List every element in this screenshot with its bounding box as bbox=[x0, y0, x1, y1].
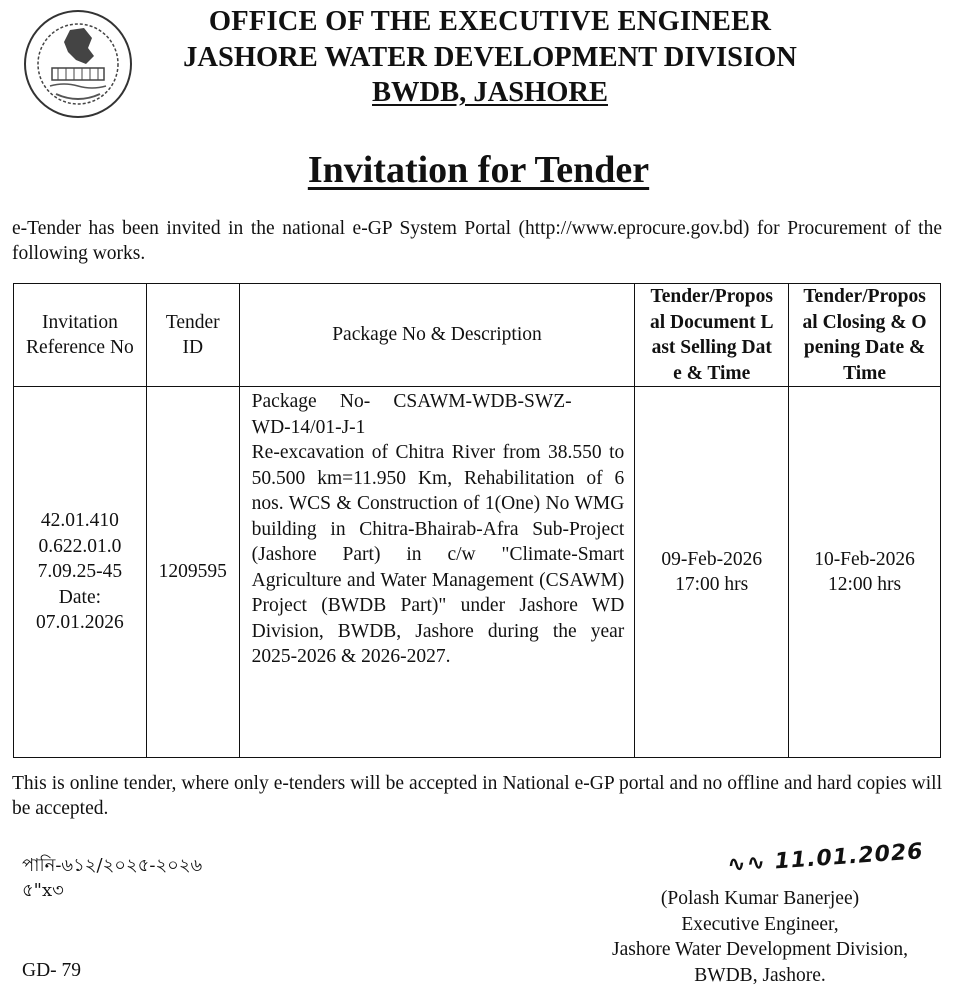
intro-paragraph: e-Tender has been invited in the national e-GP System Portal (http://www.eprocure.gov.bd) for Procurement of the following works. bbox=[12, 218, 942, 264]
handwritten-signature bbox=[726, 839, 924, 878]
gd-number: GD- 79 bbox=[22, 960, 82, 981]
signatory-block bbox=[590, 886, 930, 988]
signatory-name: (Polash Kumar Banerjee) bbox=[660, 888, 860, 909]
office-heading: OFFICE OF THE EXECUTIVE ENGINEER bbox=[208, 6, 772, 37]
bwdb-logo-emblem bbox=[22, 8, 134, 120]
cell-selling-date: 09-Feb-2026 17:00 hrs bbox=[635, 387, 789, 758]
header-selling-date: Tender/Proposal Document Last Selling Date & Time bbox=[635, 284, 789, 387]
header-closing-date: Tender/Proposal Closing & Opening Date & Time bbox=[789, 284, 941, 387]
page-title: Invitation for Tender bbox=[307, 149, 650, 191]
ad-size: ৫"x৩ bbox=[22, 880, 64, 901]
memo-number: পানি-৬১২/২০২৫-২০২৬ bbox=[22, 855, 203, 876]
table-header-row bbox=[14, 284, 941, 387]
header-reference: Invitation Reference No bbox=[14, 284, 147, 387]
signatory-designation: Executive Engineer, bbox=[681, 913, 839, 935]
online-tender-note: This is online tender, where only e-tenders will be accepted in National e-GP portal and no offline and hard copies will be accepted. bbox=[12, 773, 942, 819]
division-heading: JASHORE WATER DEVELOPMENT DIVISION bbox=[183, 42, 797, 73]
header-package: Package No & Description bbox=[239, 284, 635, 387]
cell-package-description: Package No- CSAWM-WDB-SWZ-WD-14/01-J-1 Re-excavation of Chitra River from 38.550 to 50.500 km=11.950 Km, Rehabilitation of 6 nos. WCS & Construction of 1(One) No WMG building in Chitra-Bhairab-Afra Sub-Project (Jashore Part) in c/w "Climate-Smart Agriculture and Water Management (CSAWM) Project (BWDB Part)" under Jashore WD Division, BWDB, Jashore during the year 2025-2026 & 2026-2027. bbox=[239, 387, 635, 758]
signatory-division: Jashore Water Development Division, bbox=[612, 939, 908, 960]
cell-reference: 42.01.4100.622.01.07.09.25-45 Date: 07.01.2026 bbox=[14, 387, 147, 758]
location-heading: BWDB, JASHORE bbox=[372, 77, 608, 108]
signature-scribble-icon: ∿∿ bbox=[726, 849, 776, 878]
signatory-office: BWDB, Jashore. bbox=[694, 964, 826, 986]
signature-date: 11.01.2026 bbox=[773, 839, 925, 875]
table-row bbox=[14, 387, 941, 758]
cell-closing-date: 10-Feb-2026 12:00 hrs bbox=[789, 387, 941, 758]
cell-tender-id: 1209595 bbox=[146, 387, 239, 758]
tender-table bbox=[13, 283, 941, 758]
header-tender-id: Tender ID bbox=[146, 284, 239, 387]
